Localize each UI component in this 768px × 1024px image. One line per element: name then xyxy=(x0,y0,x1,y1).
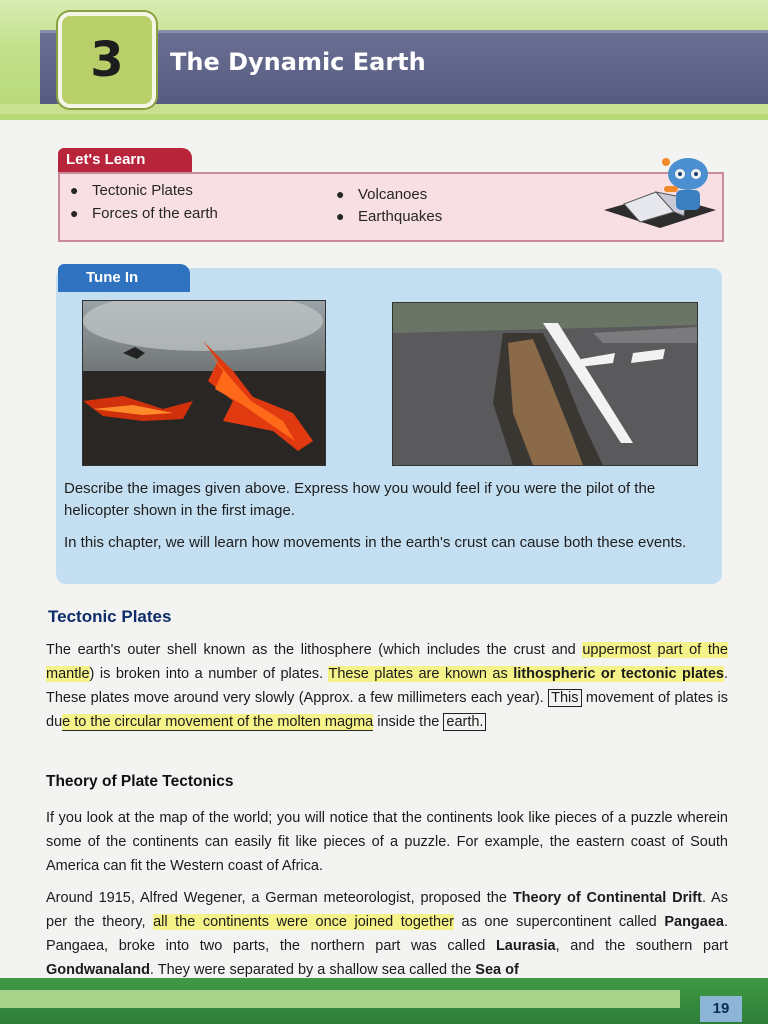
theory-paragraph-1: If you look at the map of the world; you will notice that the continents look like pieces of a puzzle wherein some of the continents can easily fit like pieces of a puzzle. For example, the eastern coast of South America can fit the Western coast of Africa. xyxy=(46,810,728,874)
tune-in-question: Describe the images given above. Express how you would feel if you were the pilot of the helicopter shown in the first image. xyxy=(64,480,656,519)
robot-reading-icon xyxy=(600,152,720,234)
tectonic-paragraph: The earth's outer shell known as the lithosphere (which includes the crust and uppermost part of the mantle) is broken into a number of plates. These plates are known as lithospheric or tectonic plates. These plates move around very slowly (Approx. a few millimeters each year). This movement of plates is due to the circular movement of the molten magma inside the earth. xyxy=(46,642,729,730)
section-heading: Tectonic Plates xyxy=(48,607,172,626)
tune-in-intro: In this chapter, we will learn how movements in the earth's crust can cause both these events. xyxy=(64,534,687,551)
footer-stripe xyxy=(0,990,680,1008)
chapter-title: The Dynamic Earth xyxy=(170,48,426,76)
page-number: 19 xyxy=(700,996,742,1022)
learn-item: ● Tectonic Plates xyxy=(70,182,193,199)
theory-paragraph-2: Around 1915, Alfred Wegener, a German meteorologist, proposed the Theory of Continental Drift. As per the theory, all the continents were once joined together as one supercontinent called Pangaea. Pangaea, broke into two parts, the northern part was called Laurasia, and the southern part Gondwanaland. They were separated by a shallow sea called the Sea of xyxy=(46,890,729,978)
lets-learn-label: Let's Learn xyxy=(58,148,192,172)
chapter-number: 3 xyxy=(90,32,124,88)
sub-heading: Theory of Plate Tectonics xyxy=(46,773,234,790)
learn-item: ● Forces of the earth xyxy=(70,205,218,222)
tune-in-label: Tune In xyxy=(58,264,190,292)
volcano-lava-image xyxy=(82,300,326,466)
learn-item: ● Earthquakes xyxy=(336,208,443,225)
earthquake-crack-road-image xyxy=(392,302,698,466)
chapter-number-box xyxy=(58,12,156,108)
learn-item: ● Volcanoes xyxy=(336,186,428,203)
